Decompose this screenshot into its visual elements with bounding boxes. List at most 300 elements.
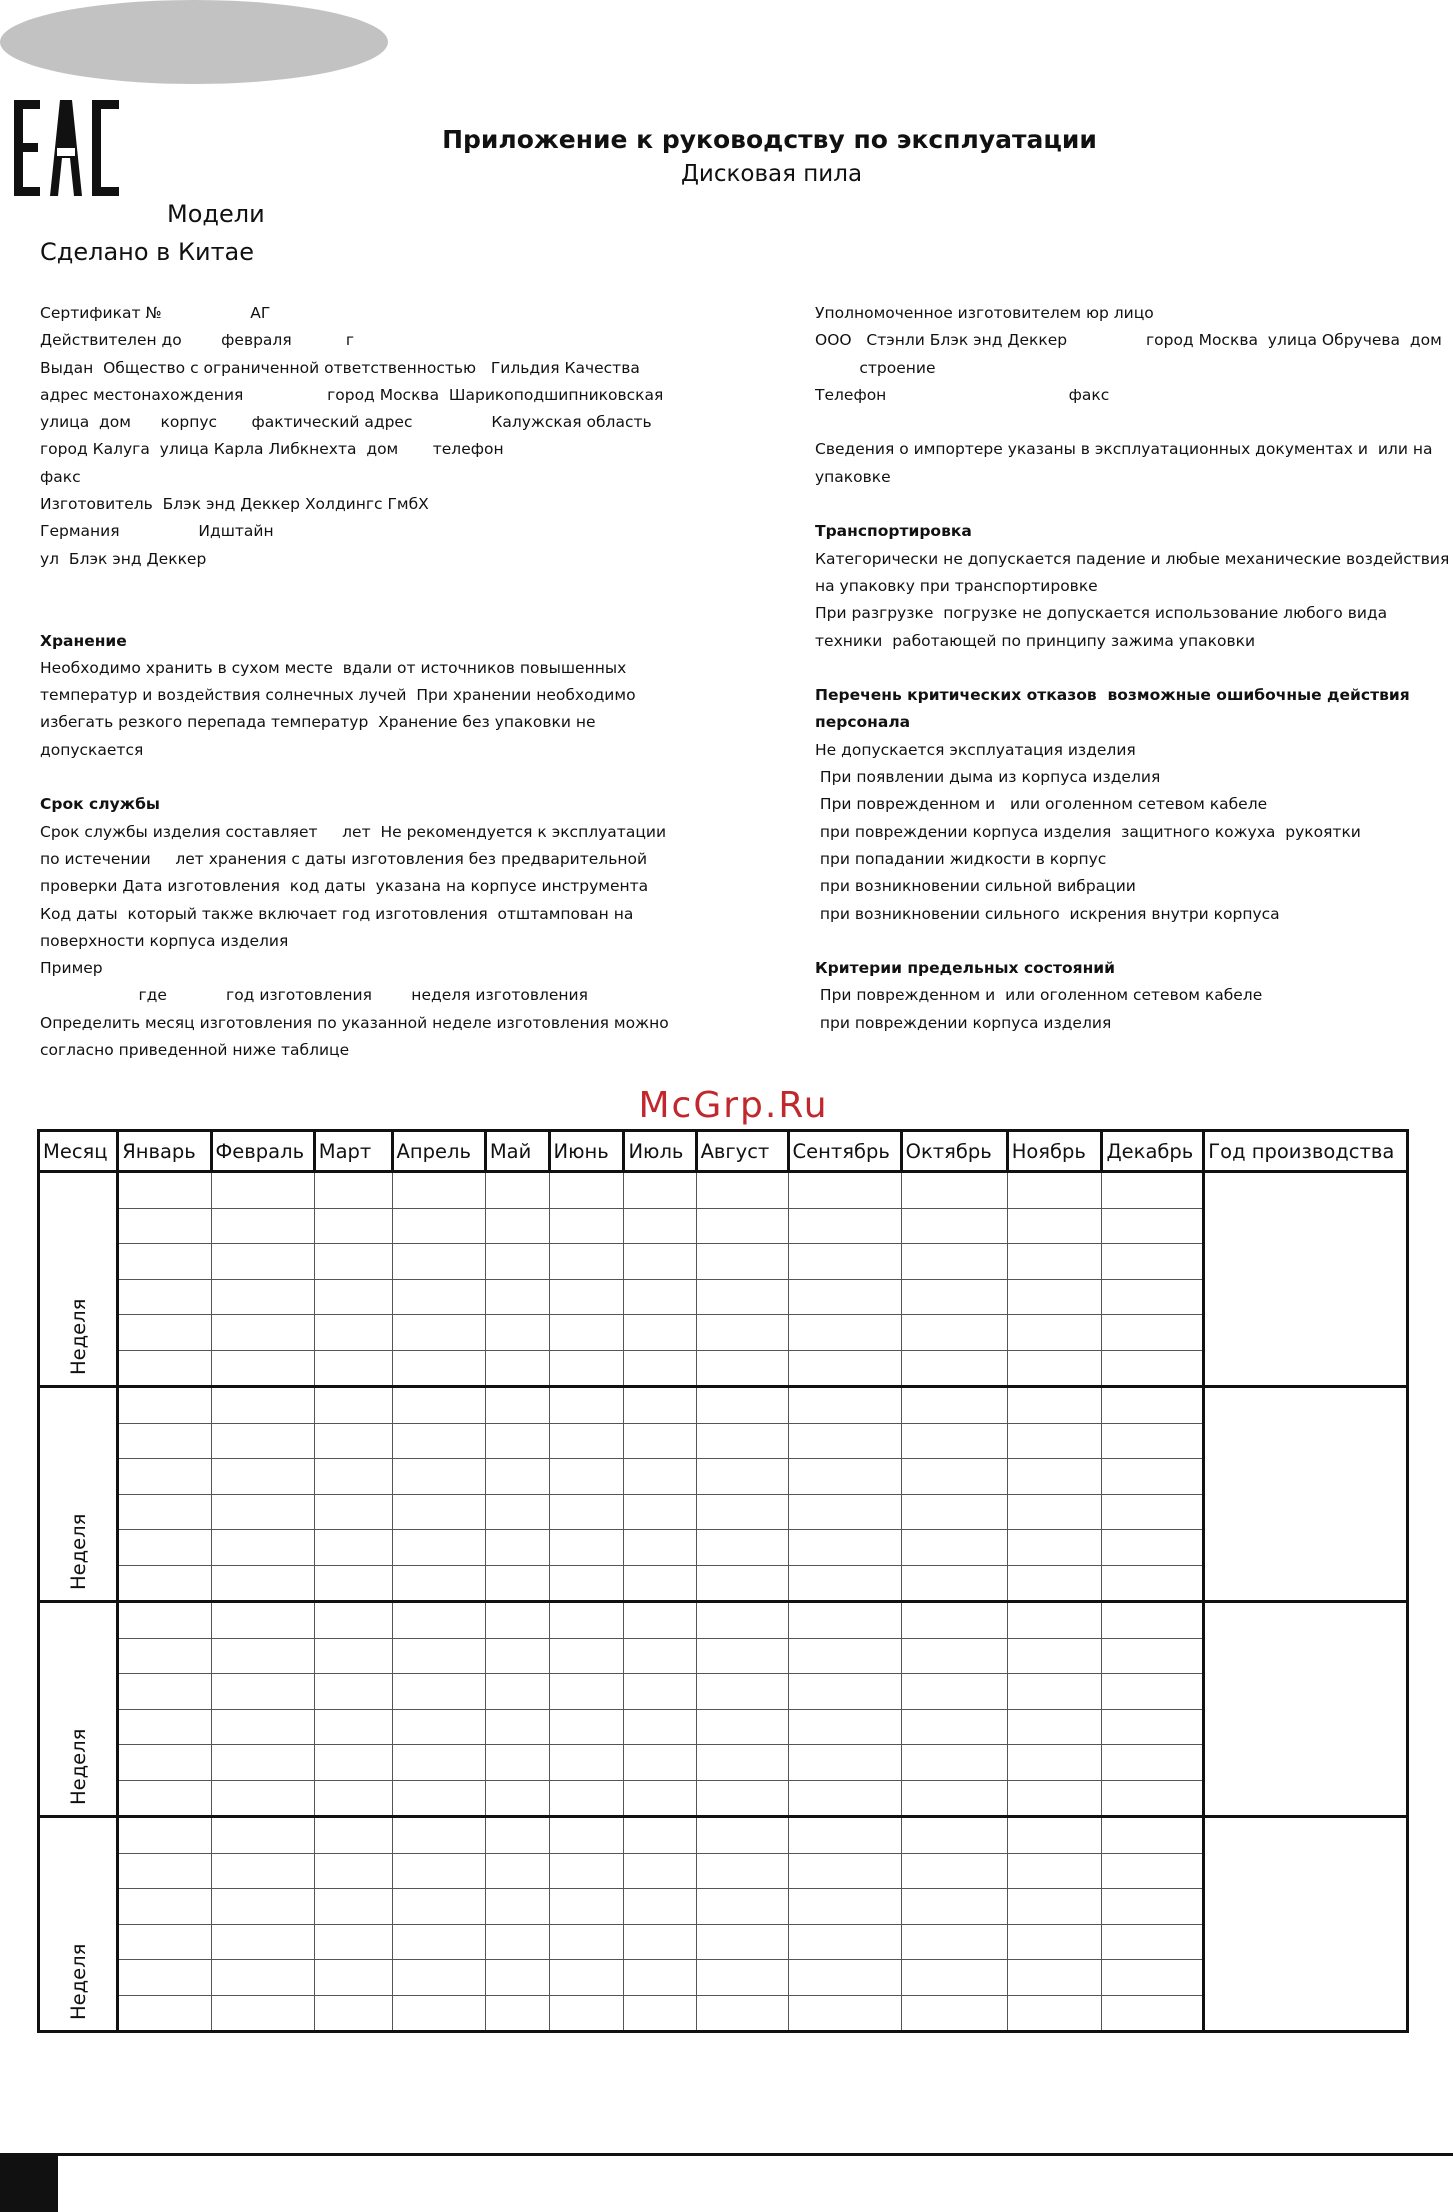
- table-cell: [696, 1853, 788, 1889]
- text-line: при попадании жидкости в корпус: [815, 849, 1107, 868]
- table-cell: [549, 1244, 624, 1280]
- table-cell: [696, 1602, 788, 1639]
- table-cell: [1102, 1459, 1204, 1495]
- table-cell: [1102, 1279, 1204, 1315]
- table-cell: [211, 1350, 314, 1387]
- table-cell: [549, 1995, 624, 2032]
- table-cell: [624, 1423, 696, 1459]
- table-cell: [1102, 1565, 1204, 1602]
- column-header: Месяц: [39, 1131, 118, 1172]
- table-cell: [314, 1208, 392, 1244]
- table-cell: [314, 1244, 392, 1280]
- table-cell: [118, 1924, 211, 1960]
- table-cell: [788, 1244, 901, 1280]
- table-cell: [392, 1817, 485, 1854]
- table-cell: [118, 1208, 211, 1244]
- table-cell: [118, 1244, 211, 1280]
- table-cell: [314, 1709, 392, 1745]
- table-cell: [901, 1924, 1007, 1960]
- table-row: [39, 1387, 1408, 1424]
- table-cell: [788, 1530, 901, 1566]
- week-label: Неделя: [67, 1728, 91, 1805]
- table-cell: [901, 1602, 1007, 1639]
- table-row: [39, 1889, 1408, 1925]
- table-cell: [624, 1244, 696, 1280]
- table-cell: [485, 1924, 549, 1960]
- text-line: Пример: [40, 959, 103, 978]
- text-line: Необходимо хранить в сухом месте вдали от источников повышенных: [40, 658, 627, 677]
- table-cell: [696, 1565, 788, 1602]
- watermark-text: McGrp.Ru: [638, 1085, 829, 1126]
- table-cell: [788, 1853, 901, 1889]
- section-heading: Хранение: [40, 631, 127, 650]
- table-cell: [392, 1565, 485, 1602]
- table-cell: [1102, 1602, 1204, 1639]
- table-cell: [549, 1817, 624, 1854]
- table-cell: [485, 1172, 549, 1209]
- table-row: [39, 1602, 1408, 1639]
- table-cell: [314, 1172, 392, 1209]
- table-cell: [624, 1853, 696, 1889]
- blank-line: [40, 573, 740, 600]
- table-cell: [211, 1780, 314, 1817]
- table-row: [39, 1995, 1408, 2032]
- table-cell: [485, 1638, 549, 1674]
- table-cell: [314, 1279, 392, 1315]
- table-cell: [1102, 1924, 1204, 1960]
- column-header: Сентябрь: [788, 1131, 901, 1172]
- table-cell: [485, 1279, 549, 1315]
- table-cell: [314, 1602, 392, 1639]
- table-cell: [118, 1172, 211, 1209]
- table-cell: [549, 1674, 624, 1710]
- table-cell: [788, 1459, 901, 1495]
- table-cell: [118, 1423, 211, 1459]
- table-cell: [392, 1745, 485, 1781]
- table-cell: [549, 1279, 624, 1315]
- table-cell: [1102, 1709, 1204, 1745]
- table-cell: [901, 1530, 1007, 1566]
- page-number-block: [0, 2153, 58, 2212]
- table-cell: [118, 1995, 211, 2032]
- column-header: Декабрь: [1102, 1131, 1204, 1172]
- table-cell: [211, 1494, 314, 1530]
- table-cell: [392, 1387, 485, 1424]
- table-cell: [696, 1530, 788, 1566]
- text-line: Телефон факс: [815, 385, 1110, 404]
- table-cell: [1007, 1745, 1102, 1781]
- table-cell: [211, 1638, 314, 1674]
- table-cell: [118, 1387, 211, 1424]
- table-cell: [314, 1995, 392, 2032]
- table-cell: [696, 1995, 788, 2032]
- table-cell: [485, 1494, 549, 1530]
- table-cell: [314, 1960, 392, 1996]
- table-cell: [211, 1995, 314, 2032]
- table-cell: [1007, 1350, 1102, 1387]
- table-cell: [624, 1995, 696, 2032]
- table-cell: [485, 1853, 549, 1889]
- section-heading: Критерии предельных состояний: [815, 959, 1115, 978]
- table-cell: [392, 1638, 485, 1674]
- table-cell: [1007, 1709, 1102, 1745]
- text-line: Определить месяц изготовления по указанной неделе изготовления можно: [40, 1013, 669, 1032]
- table-cell: [901, 1350, 1007, 1387]
- table-cell: [392, 1423, 485, 1459]
- table-cell: [485, 1244, 549, 1280]
- table-cell: [901, 1638, 1007, 1674]
- text-line: где год изготовления неделя изготовления: [40, 986, 588, 1005]
- table-cell: [118, 1602, 211, 1639]
- table-cell: [624, 1817, 696, 1854]
- page-title: Приложение к руководству по эксплуатации: [442, 125, 1097, 154]
- table-cell: [1102, 1853, 1204, 1889]
- table-row: [39, 1565, 1408, 1602]
- page-subtitle: Дисковая пила: [680, 161, 863, 187]
- table-row: [39, 1674, 1408, 1710]
- table-cell: [901, 1745, 1007, 1781]
- week-label: Неделя: [67, 1943, 91, 2020]
- table-cell: [314, 1350, 392, 1387]
- blank-line: [40, 600, 740, 627]
- table-row: [39, 1244, 1408, 1280]
- table-cell: [392, 1602, 485, 1639]
- column-header: Апрель: [392, 1131, 485, 1172]
- table-cell: [1007, 1674, 1102, 1710]
- table-cell: [118, 1780, 211, 1817]
- column-header: Март: [314, 1131, 392, 1172]
- table-row: [39, 1745, 1408, 1781]
- table-cell: [1007, 1995, 1102, 2032]
- blank-line: [815, 655, 1453, 682]
- text-line: Изготовитель Блэк энд Деккер Холдингс ГмбХ: [40, 495, 429, 514]
- table-cell: [696, 1244, 788, 1280]
- text-line: при возникновении сильного искрения внутри корпуса: [815, 904, 1280, 923]
- week-label-cell: [39, 1602, 118, 1817]
- table-cell: [314, 1853, 392, 1889]
- text-line: по истечении лет хранения с даты изготовления без предварительной: [40, 849, 648, 868]
- table-cell: [1007, 1172, 1102, 1209]
- table-cell: [696, 1709, 788, 1745]
- table-cell: [788, 1350, 901, 1387]
- table-cell: [1007, 1494, 1102, 1530]
- table-cell: [211, 1709, 314, 1745]
- table-cell: [549, 1315, 624, 1351]
- table-cell: [485, 1745, 549, 1781]
- table-cell: [696, 1172, 788, 1209]
- production-week-table: [37, 1129, 1409, 2033]
- table-cell: [392, 1494, 485, 1530]
- table-cell: [624, 1745, 696, 1781]
- table-cell: [211, 1423, 314, 1459]
- text-line: Код даты который также включает год изготовления отштампован на: [40, 904, 634, 923]
- text-line: строение: [815, 358, 936, 377]
- table-cell: [485, 1602, 549, 1639]
- table-cell: [549, 1853, 624, 1889]
- table-cell: [1007, 1780, 1102, 1817]
- table-cell: [485, 1995, 549, 2032]
- table-cell: [788, 1674, 901, 1710]
- table-cell: [118, 1565, 211, 1602]
- table-cell: [549, 1960, 624, 1996]
- table-cell: [696, 1387, 788, 1424]
- table-cell: [392, 1709, 485, 1745]
- table-cell: [549, 1638, 624, 1674]
- year-cell: [1204, 1817, 1408, 2032]
- table-cell: [211, 1853, 314, 1889]
- table-cell: [211, 1387, 314, 1424]
- table-cell: [211, 1315, 314, 1351]
- table-cell: [211, 1244, 314, 1280]
- table-cell: [211, 1602, 314, 1639]
- blank-line: [815, 409, 1453, 436]
- table-cell: [901, 1279, 1007, 1315]
- table-cell: [392, 1279, 485, 1315]
- column-header: Июнь: [549, 1131, 624, 1172]
- text-line: при возникновении сильной вибрации: [815, 877, 1136, 896]
- blank-line: [815, 491, 1453, 518]
- table-cell: [211, 1960, 314, 1996]
- text-line: ООО Стэнли Блэк энд Деккер город Москва улица Обручева дом: [815, 331, 1442, 350]
- blank-line: [815, 928, 1453, 955]
- text-line: поверхности корпуса изделия: [40, 931, 289, 950]
- table-cell: [314, 1745, 392, 1781]
- table-cell: [1007, 1960, 1102, 1996]
- text-line: При поврежденном и или оголенном сетевом кабеле: [815, 795, 1268, 814]
- table-cell: [788, 1315, 901, 1351]
- table-cell: [392, 1530, 485, 1566]
- table-cell: [118, 1530, 211, 1566]
- table-cell: [788, 1995, 901, 2032]
- table-cell: [314, 1423, 392, 1459]
- table-cell: [696, 1889, 788, 1925]
- text-line: Сертификат № АГ: [40, 304, 271, 322]
- table-row: [39, 1350, 1408, 1387]
- table-row: [39, 1853, 1408, 1889]
- table-cell: [211, 1279, 314, 1315]
- table-cell: [624, 1674, 696, 1710]
- table-cell: [901, 1423, 1007, 1459]
- table-cell: [1102, 1387, 1204, 1424]
- table-cell: [118, 1494, 211, 1530]
- table-cell: [1102, 1638, 1204, 1674]
- table-cell: [314, 1780, 392, 1817]
- text-line: Не допускается эксплуатация изделия: [815, 740, 1136, 759]
- table-cell: [485, 1315, 549, 1351]
- table-cell: [624, 1459, 696, 1495]
- table-cell: [624, 1889, 696, 1925]
- text-line: Действителен до февраля г: [40, 331, 354, 350]
- table-cell: [788, 1423, 901, 1459]
- table-cell: [392, 1889, 485, 1925]
- table-cell: [1007, 1279, 1102, 1315]
- text-line: согласно приведенной ниже таблице: [40, 1041, 350, 1060]
- table-cell: [118, 1709, 211, 1745]
- table-cell: [624, 1315, 696, 1351]
- text-line: Выдан Общество с ограниченной ответственностью Гильдия Качества: [40, 358, 640, 377]
- table-cell: [788, 1745, 901, 1781]
- table-cell: [1102, 1350, 1204, 1387]
- table-cell: [211, 1674, 314, 1710]
- made-in-label: Сделано в Китае: [40, 238, 255, 266]
- table-cell: [314, 1494, 392, 1530]
- table-cell: [1102, 1745, 1204, 1781]
- table-cell: [696, 1208, 788, 1244]
- table-cell: [624, 1208, 696, 1244]
- table-row: [39, 1780, 1408, 1817]
- week-label-cell: [39, 1172, 118, 1387]
- table-cell: [624, 1279, 696, 1315]
- table-cell: [118, 1459, 211, 1495]
- text-line: проверки Дата изготовления код даты указана на корпусе инструмента: [40, 877, 649, 896]
- table-cell: [485, 1889, 549, 1925]
- text-line: При поврежденном и или оголенном сетевом кабеле: [815, 986, 1263, 1005]
- table-cell: [1102, 1208, 1204, 1244]
- table-cell: [901, 1315, 1007, 1351]
- table-cell: [624, 1638, 696, 1674]
- table-cell: [624, 1602, 696, 1639]
- column-header: Февраль: [211, 1131, 314, 1172]
- table-cell: [1102, 1995, 1204, 2032]
- table-row: [39, 1172, 1408, 1209]
- table-cell: [901, 1208, 1007, 1244]
- table-row: [39, 1459, 1408, 1495]
- year-cell: [1204, 1602, 1408, 1817]
- table-cell: [549, 1602, 624, 1639]
- table-cell: [1102, 1780, 1204, 1817]
- table-cell: [118, 1960, 211, 1996]
- table-cell: [1102, 1674, 1204, 1710]
- table-cell: [696, 1459, 788, 1495]
- table-cell: [1007, 1387, 1102, 1424]
- table-row: [39, 1279, 1408, 1315]
- table-cell: [485, 1780, 549, 1817]
- table-cell: [118, 1279, 211, 1315]
- table-cell: [624, 1960, 696, 1996]
- text-line: ул Блэк энд Деккер: [40, 549, 207, 568]
- table-cell: [211, 1817, 314, 1854]
- table-cell: [211, 1889, 314, 1925]
- table-cell: [901, 1494, 1007, 1530]
- table-cell: [624, 1387, 696, 1424]
- table-cell: [314, 1530, 392, 1566]
- table-cell: [392, 1780, 485, 1817]
- table-cell: [901, 1889, 1007, 1925]
- table-cell: [485, 1423, 549, 1459]
- text-line: Сведения о импортере указаны в эксплуатационных документах и или на: [815, 440, 1433, 459]
- table-cell: [314, 1924, 392, 1960]
- table-cell: [901, 1172, 1007, 1209]
- table-cell: [901, 1459, 1007, 1495]
- column-header: Июль: [624, 1131, 696, 1172]
- table-cell: [696, 1494, 788, 1530]
- table-cell: [1007, 1602, 1102, 1639]
- table-cell: [549, 1208, 624, 1244]
- table-cell: [485, 1208, 549, 1244]
- table-cell: [624, 1565, 696, 1602]
- table-cell: [696, 1924, 788, 1960]
- year-cell: [1204, 1172, 1408, 1387]
- table-cell: [485, 1530, 549, 1566]
- table-cell: [788, 1924, 901, 1960]
- table-cell: [624, 1780, 696, 1817]
- table-cell: [485, 1817, 549, 1854]
- table-cell: [549, 1530, 624, 1566]
- table-row: [39, 1960, 1408, 1996]
- table-cell: [788, 1602, 901, 1639]
- table-cell: [624, 1350, 696, 1387]
- table-cell: [624, 1924, 696, 1960]
- left-text-column: [40, 300, 740, 1064]
- table-cell: [901, 1387, 1007, 1424]
- table-row: [39, 1494, 1408, 1530]
- table-cell: [788, 1279, 901, 1315]
- text-line: на упаковку при транспортировке: [815, 576, 1098, 595]
- right-text-column: [815, 300, 1453, 1037]
- text-line: При разгрузке погрузке не допускается использование любого вида: [815, 604, 1388, 623]
- table-cell: [1007, 1817, 1102, 1854]
- table-cell: [549, 1172, 624, 1209]
- section-heading: Перечень критических отказов возможные ошибочные действия: [815, 686, 1410, 705]
- table-cell: [1102, 1172, 1204, 1209]
- table-row: [39, 1208, 1408, 1244]
- table-cell: [549, 1889, 624, 1925]
- table-cell: [485, 1709, 549, 1745]
- table-cell: [1102, 1494, 1204, 1530]
- table-cell: [901, 1995, 1007, 2032]
- table-cell: [549, 1924, 624, 1960]
- table-cell: [549, 1494, 624, 1530]
- table-cell: [696, 1817, 788, 1854]
- text-line: при повреждении корпуса изделия защитного кожуха рукоятки: [815, 822, 1361, 841]
- table-cell: [1102, 1315, 1204, 1351]
- table-cell: [1102, 1530, 1204, 1566]
- table-cell: [624, 1530, 696, 1566]
- table-cell: [1007, 1244, 1102, 1280]
- table-cell: [392, 1208, 485, 1244]
- table-row: [39, 1817, 1408, 1854]
- column-header: Август: [696, 1131, 788, 1172]
- table-cell: [118, 1315, 211, 1351]
- table-row: [39, 1638, 1408, 1674]
- table-cell: [788, 1387, 901, 1424]
- table-cell: [901, 1674, 1007, 1710]
- table-cell: [549, 1745, 624, 1781]
- table-row: [39, 1423, 1408, 1459]
- table-cell: [314, 1459, 392, 1495]
- table-row: [39, 1530, 1408, 1566]
- table-cell: [392, 1995, 485, 2032]
- table-cell: [211, 1208, 314, 1244]
- text-line: При появлении дыма из корпуса изделия: [815, 768, 1161, 787]
- table-cell: [118, 1853, 211, 1889]
- table-cell: [788, 1817, 901, 1854]
- table-cell: [118, 1889, 211, 1925]
- table-cell: [696, 1315, 788, 1351]
- table-cell: [788, 1494, 901, 1530]
- table-cell: [118, 1745, 211, 1781]
- table-cell: [211, 1530, 314, 1566]
- table-cell: [788, 1638, 901, 1674]
- year-cell: [1204, 1387, 1408, 1602]
- table-cell: [696, 1638, 788, 1674]
- text-line: Уполномоченное изготовителем юр лицо: [815, 304, 1154, 322]
- table-cell: [1007, 1208, 1102, 1244]
- table-cell: [624, 1709, 696, 1745]
- table-cell: [549, 1780, 624, 1817]
- table-cell: [392, 1924, 485, 1960]
- section-heading: Транспортировка: [815, 522, 972, 541]
